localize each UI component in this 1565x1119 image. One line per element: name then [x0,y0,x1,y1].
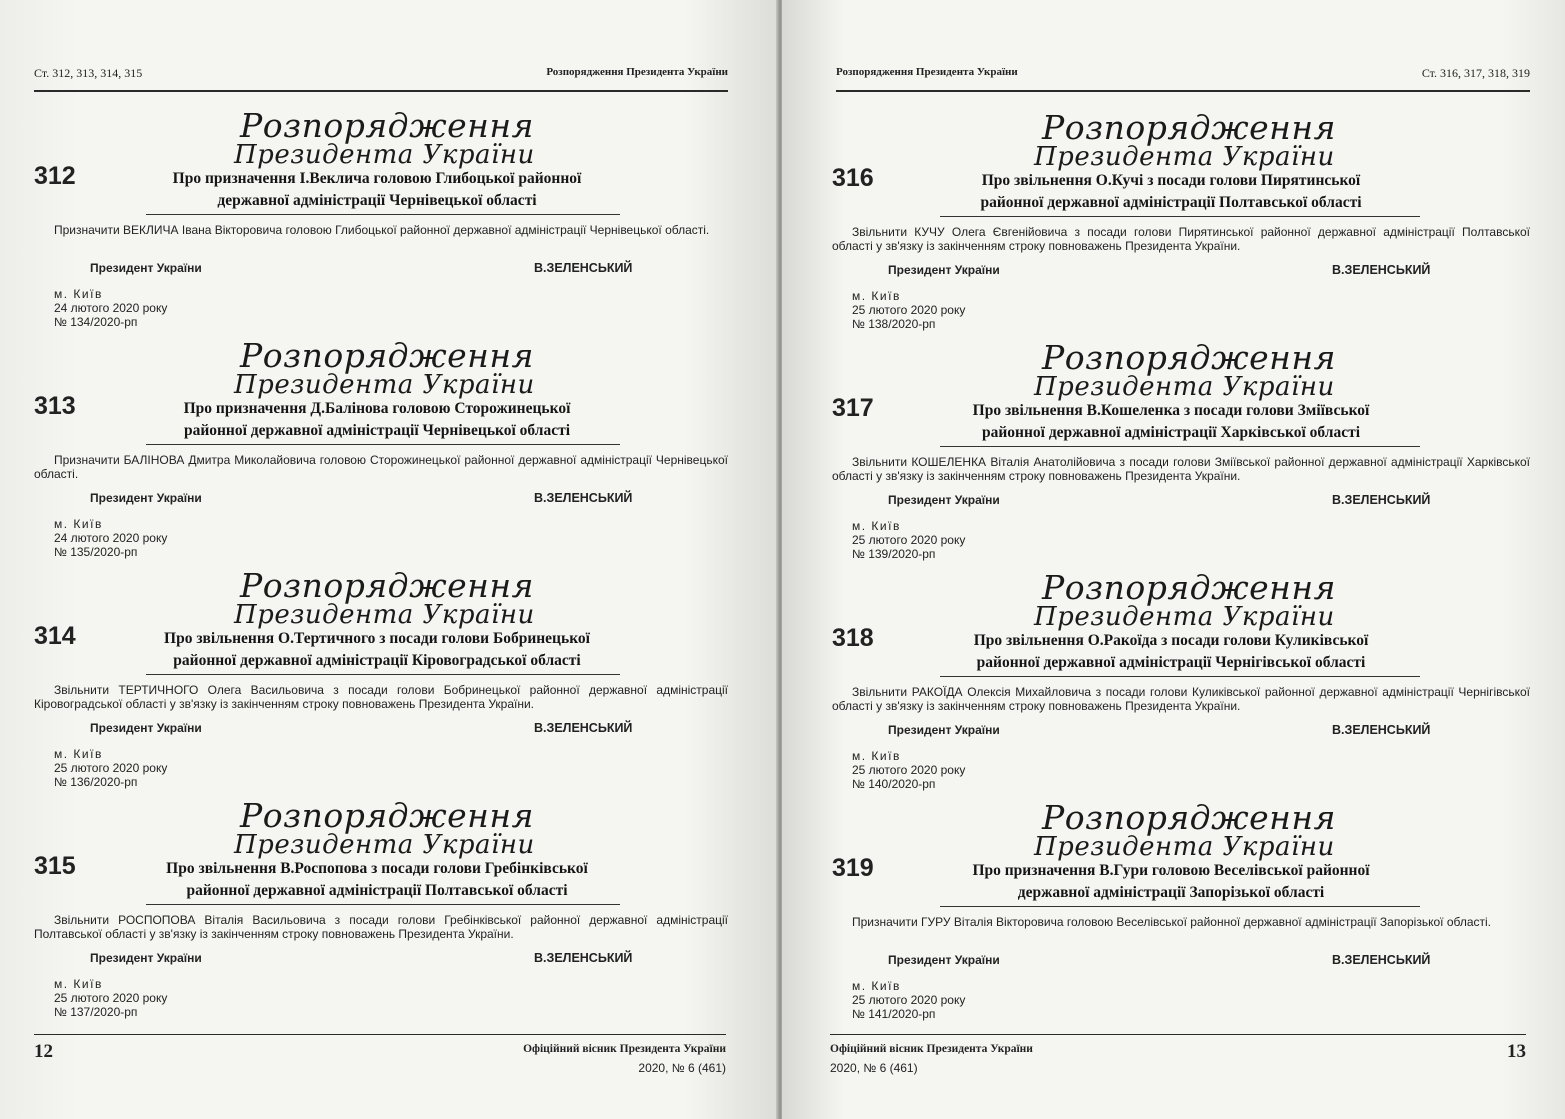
page-header [34,64,728,92]
header-articles: Ст. 316, 317, 318, 319 [1421,66,1530,80]
order-date: 25 лютого 2020 року [852,303,966,317]
signer-name: В.ЗЕЛЕНСЬКИЙ [534,491,633,505]
order-heading: Розпорядження [240,796,534,835]
order-text: Призначити БАЛІНОВА Дмитра Миколайовича головою Сторожинецької районної державної адміністрації Чернівецької області. [34,453,728,481]
order-date: 25 лютого 2020 року [852,993,966,1007]
order-text: Призначити ВЕКЛИЧА Івана Вікторовича головою Глибоцької районної державної адміністрації Чернівецької області. [54,223,710,237]
journal-name: Офіційний вісник Президента України [830,1043,1033,1055]
signer-position: Президент України [888,723,1000,737]
article-number: 314 [34,622,76,650]
page-footer [34,1034,726,1084]
order-heading: Розпорядження [240,566,534,605]
order-date: 24 лютого 2020 року [54,531,168,545]
article-number: 319 [832,854,874,882]
subject-underline [940,446,1420,447]
header-section-title: Розпорядження Президента України [546,66,728,78]
order-312 [34,100,728,328]
order-doc-number: № 136/2020-рп [54,775,138,789]
signer-name: В.ЗЕЛЕНСЬКИЙ [534,261,633,275]
subject-line: Про призначення В.Гури головою Веселівської районної [972,862,1370,879]
subject-underline [146,444,620,445]
subject-line: районної державної адміністрації Чернівецької області [183,422,571,439]
subject-line: Про звільнення О.Ракоїда з посади голови Куликівської [973,632,1369,649]
order-316 [832,102,1530,330]
order-subject [932,170,1410,214]
article-number: 312 [34,162,76,190]
order-315 [34,790,728,1018]
order-place: м. Київ [852,979,901,993]
order-place: м. Київ [54,287,103,301]
left-page [0,0,778,1119]
subject-line: районної державної адміністрації Полтавської області [186,882,568,899]
order-doc-number: № 141/2020-рп [852,1007,936,1021]
order-place: м. Київ [54,517,103,531]
signer-name: В.ЗЕЛЕНСЬКИЙ [1332,723,1431,737]
order-date: 25 лютого 2020 року [852,763,966,777]
signer-name: В.ЗЕЛЕНСЬКИЙ [534,951,633,965]
subject-line: державної адміністрації Чернівецької області [217,192,537,209]
signer-position: Президент України [90,261,202,275]
article-number: 318 [832,624,874,652]
signer-name: В.ЗЕЛЕНСЬКИЙ [1332,263,1431,277]
order-heading-sub: Президента України [1034,832,1335,862]
order-heading-sub: Президента України [234,600,535,630]
right-page [782,0,1565,1119]
journal-issue: 2020, № 6 (461) [638,1061,726,1075]
order-text: Звільнити КОШЕЛЕНКА Віталія Анатолійовича з посади голови Зміївської районної державної адміністрації Харківської області у зв'язку із закінченням строку повноважень Президента України. [832,455,1530,483]
order-date: 25 лютого 2020 року [54,991,168,1005]
order-subject [932,630,1410,674]
order-heading-sub: Президента України [234,140,535,170]
order-subject [138,858,616,902]
article-number: 317 [832,394,874,422]
signer-name: В.ЗЕЛЕНСЬКИЙ [1332,953,1431,967]
order-heading-sub: Президента України [1034,142,1335,172]
order-text: Призначити ГУРУ Віталія Вікторовича головою Веселівської районної державної адміністрації Запорізької області. [852,915,1491,929]
order-heading-sub: Президента України [1034,372,1335,402]
subject-line: Про звільнення О.Кучі з посади голови Пирятинської [981,172,1361,189]
subject-line: районної державної адміністрації Кіровоградської області [173,652,581,669]
order-heading: Розпорядження [1042,568,1336,607]
subject-line: Про звільнення О.Тертичного з посади голови Бобринецької [164,630,590,647]
subject-line: Про звільнення В.Кошеленка з посади голови Зміївської [972,402,1370,419]
subject-underline [146,904,620,905]
subject-underline [146,674,620,675]
order-doc-number: № 135/2020-рп [54,545,138,559]
signer-position: Президент України [90,951,202,965]
order-heading-sub: Президента України [1034,602,1335,632]
order-place: м. Київ [852,289,901,303]
order-heading: Розпорядження [1042,108,1336,147]
order-subject [138,398,616,442]
signer-position: Президент України [888,263,1000,277]
subject-line: Про призначення Д.Балінова головою Сторожинецької [183,400,571,417]
page-header [836,64,1530,92]
order-doc-number: № 134/2020-рп [54,315,138,329]
order-text: Звільнити ТЕРТИЧНОГО Олега Васильовича з посади голови Бобринецької районної державної адміністрації Кіровоградської області у зв'язку із закінченням строку повноважень Президента України. [34,683,728,711]
order-place: м. Київ [54,747,103,761]
subject-underline [940,676,1420,677]
order-text: Звільнити РОСПОПОВА Віталія Васильовича з посади голови Гребінківської районної державної адміністрації Полтавської області у зв'язку із закінченням строку повноважень Президента України. [34,913,728,941]
article-number: 315 [34,852,76,880]
article-number: 316 [832,164,874,192]
order-text: Звільнити РАКОЇДА Олексія Михайловича з посади голови Куликівської районної державної адміністрації Чернігівської області у зв'язку із закінченням строку повноважень Президента України. [832,685,1530,713]
subject-line: районної державної адміністрації Харківської області [981,424,1361,441]
subject-line: державної адміністрації Запорізької області [1017,884,1325,901]
subject-line: Про призначення І.Веклича головою Глибоцької районної [172,170,582,187]
signer-position: Президент України [90,491,202,505]
order-heading: Розпорядження [1042,798,1336,837]
subject-line: районної державної адміністрації Полтавської області [980,194,1362,211]
subject-line: Про звільнення В.Роспопова з посади голови Гребінківської [166,860,588,877]
order-314 [34,560,728,788]
signer-name: В.ЗЕЛЕНСЬКИЙ [534,721,633,735]
signer-name: В.ЗЕЛЕНСЬКИЙ [1332,493,1431,507]
order-date: 24 лютого 2020 року [54,301,168,315]
order-place: м. Київ [852,749,901,763]
signer-position: Президент України [888,953,1000,967]
subject-line: районної державної адміністрації Чернігівської області [976,654,1366,671]
order-doc-number: № 140/2020-рп [852,777,936,791]
order-subject [932,400,1410,444]
order-319 [832,792,1530,1020]
order-heading-sub: Президента України [234,830,535,860]
page-footer [830,1034,1526,1084]
order-doc-number: № 139/2020-рп [852,547,936,561]
subject-underline [146,214,620,215]
order-date: 25 лютого 2020 року [852,533,966,547]
order-318 [832,562,1530,790]
subject-underline [940,216,1420,217]
page-number: 13 [1507,1041,1526,1062]
order-heading: Розпорядження [240,336,534,375]
signer-position: Президент України [888,493,1000,507]
order-doc-number: № 137/2020-рп [54,1005,138,1019]
order-place: м. Київ [852,519,901,533]
order-place: м. Київ [54,977,103,991]
journal-issue: 2020, № 6 (461) [830,1061,918,1075]
subject-underline [940,906,1420,907]
order-date: 25 лютого 2020 року [54,761,168,775]
order-317 [832,332,1530,560]
order-heading: Розпорядження [240,106,534,145]
order-doc-number: № 138/2020-рп [852,317,936,331]
order-subject [138,168,616,212]
order-subject [138,628,616,672]
order-text: Звільнити КУЧУ Олега Євгенійовича з посади голови Пирятинської районної державної адміністрації Полтавської області у зв'язку із закінченням строку повноважень Президента України. [832,225,1530,253]
order-subject [932,860,1410,904]
header-section-title: Розпорядження Президента України [836,66,1018,78]
journal-name: Офіційний вісник Президента України [523,1043,726,1055]
header-articles: Ст. 312, 313, 314, 315 [34,66,143,80]
order-313 [34,330,728,558]
order-heading-sub: Президента України [234,370,535,400]
article-number: 313 [34,392,76,420]
page-number: 12 [34,1041,53,1062]
order-heading: Розпорядження [1042,338,1336,377]
signer-position: Президент України [90,721,202,735]
